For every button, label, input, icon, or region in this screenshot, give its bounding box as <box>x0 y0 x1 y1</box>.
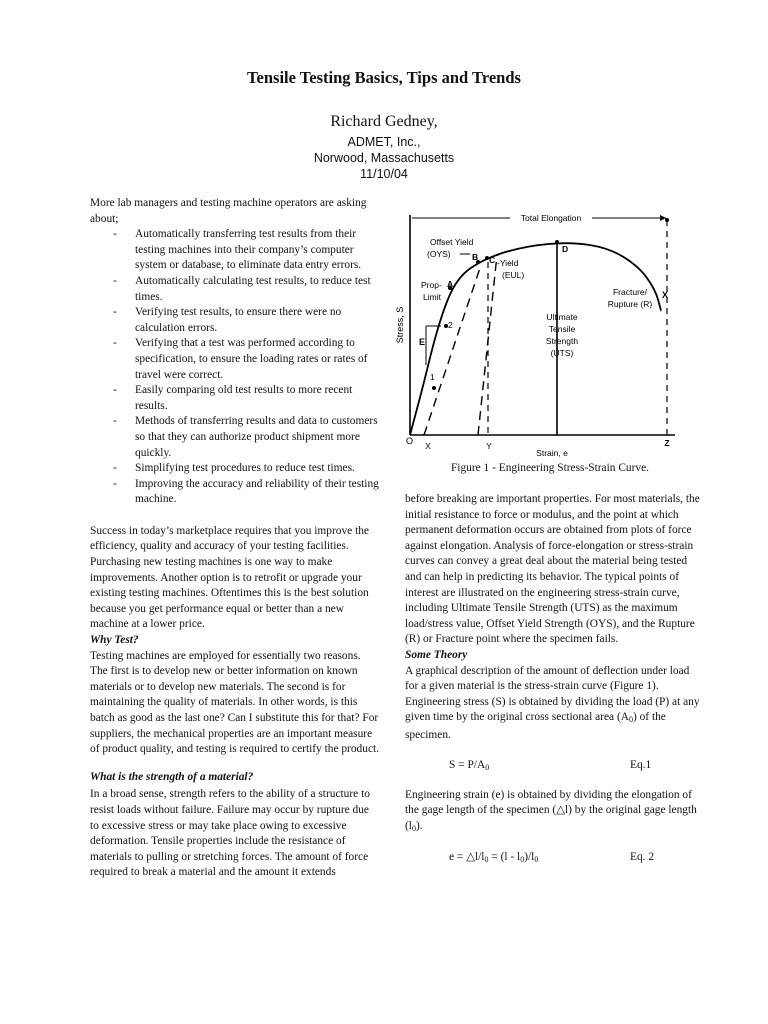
prop-limit-label-1: Prop- <box>421 280 442 290</box>
affiliation-date: 11/10/04 <box>360 167 408 181</box>
list-item: - Methods of transferring results and data to customers so that they can authorize product shipment more quickly. <box>113 415 378 459</box>
eul-label-2: (EUL) <box>502 270 525 280</box>
origin-label: O <box>406 436 414 446</box>
list-item: - Simplifying test procedures to reduce test times. <box>113 462 355 475</box>
heading-some-theory: Some Theory <box>405 648 468 661</box>
point-A-label: A <box>447 279 454 289</box>
continued-paragraph: before breaking are important properties. For most materials, the initial resistance to force or modulus, and the point at which permanent deformation occurs are obtained from plots of force against elongation. Analysis of force-elongation or stress-strain curves can convey a great deal about the material being tested and can help in predicting its behavior. The typical points of interest are illustrated on the engineering stress-strain curve, including Ultimate Tensile Strength (UTS) as the maximum load/stress value, Offset Yield Strength (OYS), and the Rupture (R) or Fracture point where the specimen fails. <box>405 493 700 646</box>
uts-label-3: Strength <box>545 336 579 346</box>
affiliation-location: Norwood, Massachusetts <box>313 151 455 165</box>
point-D-marker <box>555 240 559 244</box>
list-item: - Easily comparing old test results to more recent results. <box>113 384 353 412</box>
modulus-label: E <box>419 337 426 347</box>
equation-1 <box>405 758 705 774</box>
total-elongation-label: Total Elongation <box>520 213 582 223</box>
point-D-label: D <box>562 244 569 254</box>
fracture-label-1: Fracture/ <box>612 287 648 297</box>
strength-paragraph: In a broad sense, strength refers to the ability of a structure to resist loads without failure. Failure may occur by rupture due to excessive stress or may take place owing to excessive deformation. Tensile properties include the resistance of materials to pulling or stretching forces. The amount of force required to break a material and the amount it extends <box>90 788 370 879</box>
point-1-label: 1 <box>430 372 435 382</box>
point-2-label: 2 <box>448 320 453 330</box>
fracture-label-2: Rupture (R) <box>607 299 653 309</box>
list-item: - Verifying test results, to ensure there were no calculation errors. <box>113 306 342 334</box>
point-1-marker <box>432 386 436 390</box>
equation-2-number: Eq. 2 <box>630 851 655 864</box>
chart-svg <box>390 200 690 460</box>
uts-label-1: Ultimate <box>546 312 578 322</box>
point-B-label: B <box>472 252 479 262</box>
uts-label-2: Tensile <box>548 324 576 334</box>
eul-label-1: -Yield <box>497 258 519 268</box>
left-column <box>90 196 380 881</box>
intro-paragraph: More lab managers and testing machine operators are asking about; <box>90 197 367 225</box>
uts-label-4: (UTS) <box>550 348 574 358</box>
x-tick-Y: Y <box>486 441 492 451</box>
list-item: - Automatically calculating test results, to reduce test times. <box>113 274 371 303</box>
x-tick-Z: Z <box>664 438 670 448</box>
success-paragraph: Success in today’s marketplace requires that you improve the efficiency, quality and accuracy of your testing facilities. Purchasing new testing machines is one way to make improvements. Another option is to retrofit or upgrade your existing testing machines. Oftentimes this is the best solution because you get performance equal or better than a new machine at a lower price. <box>90 524 369 631</box>
equation-2-expression: $e = \triangle l/l_0 = (l - l_0)/l_0$ <box>449 851 539 865</box>
figure-caption: Figure 1 - Engineering Stress-Strain Curve. <box>450 462 650 474</box>
page-title: Tensile Testing Basics, Tips and Trends <box>247 68 521 87</box>
stress-strain-chart <box>390 200 690 460</box>
oys-label-2: (OYS) <box>427 249 451 259</box>
list-item: - Improving the accuracy and reliability of their testing machine. <box>113 477 379 506</box>
right-column <box>405 492 705 880</box>
point-C-label: C <box>489 255 496 265</box>
bullet-list <box>90 227 380 508</box>
heading-why-test: Why Test? <box>90 634 139 647</box>
author-name: Richard Gedney, <box>330 113 438 130</box>
stress-strain-curve <box>410 243 661 435</box>
equation-1-number: Eq.1 <box>630 758 652 771</box>
oys-label-1: Offset Yield <box>430 237 474 247</box>
x-tick-X: X <box>425 441 431 451</box>
x-axis-label: Strain, e <box>536 448 568 458</box>
total-elongation-end-marker <box>665 218 669 222</box>
prop-limit-label-2: Limit <box>423 292 441 302</box>
equation-2 <box>405 850 705 866</box>
theory-paragraph: A graphical description of the amount of deflection under load for a given material is the stress-strain curve (Figure 1). Engineering stress (S) is obtained by dividing the load (P) at any given time by the original cross sectional area $(A_0)$ of the specimen. <box>405 664 700 741</box>
list-item: - Automatically transferring test results from their testing machines into their company’s computer system or database, to eliminate data entry errors. <box>113 228 362 272</box>
list-item: - Verifying that a test was performed according to specification, to ensure the loading rates or rates of travel were correct. <box>113 337 368 381</box>
y-axis-label: Stress, S <box>395 306 405 344</box>
why-paragraph: Testing machines are employed for essentially two reasons. The first is to develop new or better information on known materials or to develop new materials. The second is for maintaining the quality of materials. In other words, is this batch as good as the last one? Can I substitute this for that? For suppliers, the mechanical properties are an important measure of product quality, and testing is required to certify the product. <box>90 649 380 756</box>
strain-paragraph: Engineering strain (e) is obtained by dividing the elongation of the gage length of the specimen (△l) by the original gage length $(l_0)$. <box>405 788 697 833</box>
affiliation-company: ADMET, Inc., <box>347 135 421 149</box>
heading-strength: What is the strength of a material? <box>90 770 254 783</box>
point-X-label: X <box>662 290 669 300</box>
equation-1-expression: $S = P/A_0$ <box>449 758 490 772</box>
